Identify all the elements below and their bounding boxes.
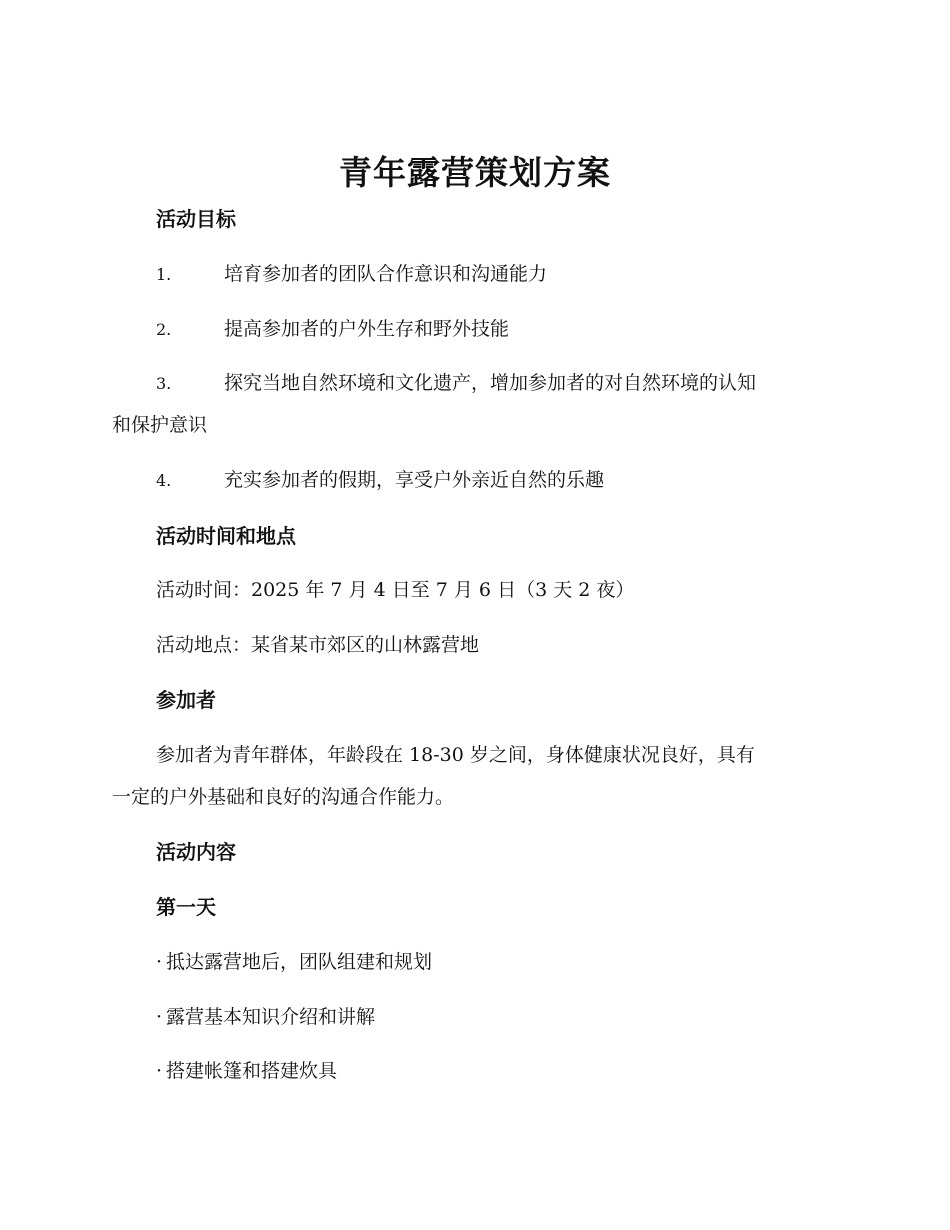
- participants-paragraph-line2: 一定的户外基础和良好的沟通合作能力。: [112, 786, 455, 808]
- list-item-text: 搭建帐篷和搭建炊具: [166, 1060, 338, 1082]
- list-item-text: 抵达露营地后，团队组建和规划: [166, 951, 433, 973]
- day-heading: 第一天: [156, 895, 216, 919]
- list-item-number: 3.: [156, 374, 172, 393]
- section-heading-goals: 活动目标: [156, 207, 236, 231]
- list-item-number: 2.: [156, 320, 172, 339]
- section-heading-time-place: 活动时间和地点: [156, 524, 296, 548]
- list-item: [156, 1056, 337, 1086]
- list-item: [156, 947, 432, 977]
- list-item-text: 充实参加者的假期，享受户外亲近自然的乐趣: [224, 469, 605, 491]
- bullet-icon: ·: [156, 951, 163, 973]
- participants-paragraph-line1: 参加者为青年群体，年龄段在 18-30 岁之间，身体健康状况良好，具有: [156, 744, 755, 766]
- list-item-text: 提高参加者的户外生存和野外技能: [224, 318, 510, 340]
- list-item: [156, 1002, 375, 1032]
- activity-place: 活动地点：某省某市郊区的山林露营地: [156, 634, 480, 656]
- activity-time: 活动时间：2025 年 7 月 4 日至 7 月 6 日（3 天 2 夜）: [156, 579, 635, 601]
- list-item-number: 4.: [156, 471, 172, 490]
- bullet-icon: ·: [156, 1060, 163, 1082]
- document-title: 青年露营策划方案: [339, 153, 611, 192]
- list-item-continuation: 和保护意识: [112, 414, 208, 436]
- bullet-icon: ·: [156, 1006, 163, 1028]
- list-item-number: 1.: [156, 265, 172, 284]
- list-item-text: 探究当地自然环境和文化遗产，增加参加者的对自然环境的认知: [224, 372, 757, 394]
- section-heading-content: 活动内容: [156, 840, 236, 864]
- section-heading-participants: 参加者: [156, 688, 216, 712]
- list-item-text: 培育参加者的团队合作意识和沟通能力: [224, 263, 548, 285]
- list-item-text: 露营基本知识介绍和讲解: [166, 1006, 376, 1028]
